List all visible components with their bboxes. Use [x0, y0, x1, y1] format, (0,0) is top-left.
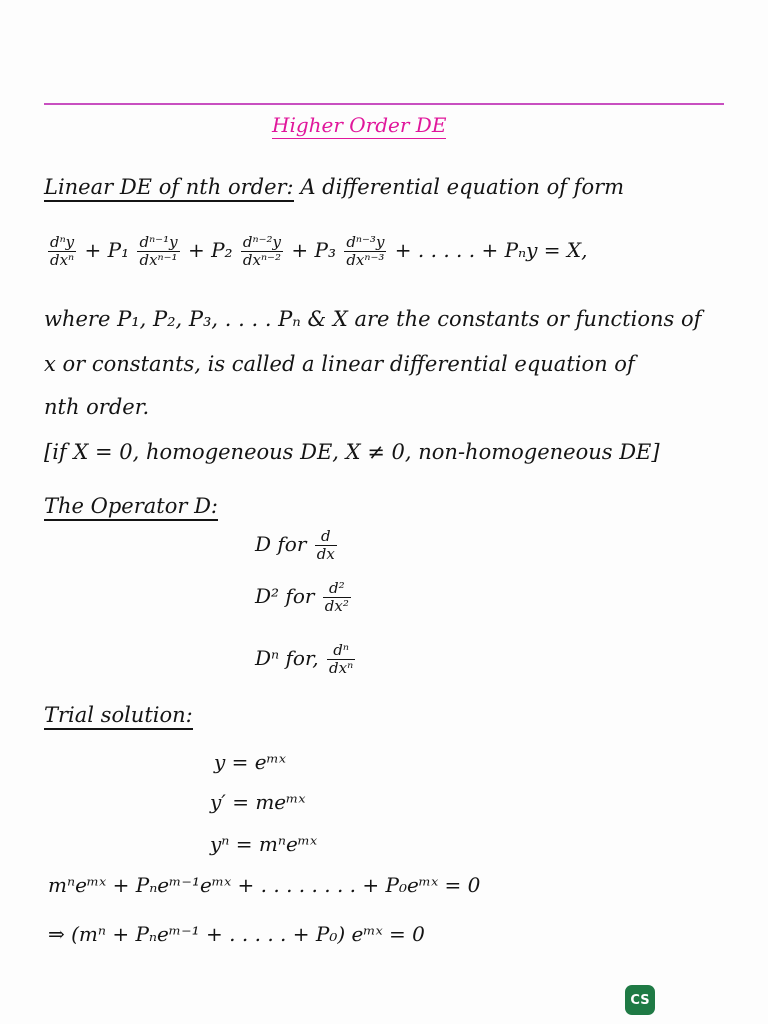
- operator-row-3-lhs: Dⁿ for,: [255, 646, 319, 670]
- operator-row-2-lhs: D² for: [255, 584, 315, 608]
- operator-row-1-fraction: [315, 528, 337, 563]
- linear-de-equation: [46, 234, 588, 269]
- operator-row-2-fraction: [323, 580, 351, 615]
- term-1-numerator: dⁿ⁻¹y: [139, 233, 178, 251]
- operator-row-1: [255, 528, 339, 563]
- trial-line-2: y′ = meᵐˣ: [210, 790, 306, 814]
- operator-row-3: [255, 642, 357, 677]
- term-1-fraction: [137, 234, 179, 269]
- operator-row-1-lhs: D for: [255, 532, 307, 556]
- term-3-denominator: dxⁿ⁻³: [346, 251, 385, 269]
- term-1-denominator: dxⁿ⁻¹: [139, 251, 178, 269]
- factored-equation: ⇒ (mⁿ + Pₙeᵐ⁻¹ + . . . . . + P₀) eᵐˣ = 0: [48, 922, 425, 946]
- term-0-denominator: dxⁿ: [50, 251, 75, 269]
- homogeneous-note: [if X = 0, homogeneous DE, X ≠ 0, non-homogeneous DE]: [44, 440, 660, 464]
- term-2-denominator: dxⁿ⁻²: [242, 251, 281, 269]
- equation-tail: + . . . . . + Pₙy = X,: [394, 238, 588, 262]
- plus-sign: +: [291, 238, 309, 262]
- operator-row-3-numerator: dⁿ: [333, 641, 349, 659]
- operator-row-2-numerator: d²: [329, 579, 345, 597]
- trial-heading: Trial solution:: [44, 703, 193, 730]
- term-0-numerator: dⁿy: [50, 233, 75, 251]
- linear-de-line: [44, 175, 624, 199]
- linear-de-heading: Linear DE of nth order:: [44, 175, 294, 202]
- where-line-1: where P₁, P₂, P₃, . . . . Pₙ & X are the constants or functions of: [44, 307, 702, 331]
- term-1-coefficient: P₁: [107, 238, 130, 262]
- trial-line-3: yⁿ = mⁿeᵐˣ: [210, 832, 318, 856]
- term-3-numerator: dⁿ⁻³y: [346, 233, 385, 251]
- operator-row-1-denominator: dx: [316, 545, 335, 563]
- trial-line-1: y = eᵐˣ: [214, 750, 286, 774]
- margin-rule: [44, 103, 724, 105]
- camscanner-logo: CS: [625, 985, 655, 1015]
- plus-sign: +: [187, 238, 205, 262]
- plus-sign: +: [84, 238, 102, 262]
- where-line-3: nth order.: [44, 395, 150, 419]
- term-2-coefficient: P₂: [211, 238, 233, 262]
- operator-row-1-numerator: d: [320, 527, 331, 545]
- operator-heading: The Operator D:: [44, 494, 218, 521]
- page-title: Higher Order DE: [272, 113, 447, 137]
- operator-row-3-denominator: dxⁿ: [329, 659, 354, 677]
- term-3-coefficient: P₃: [314, 238, 336, 262]
- operator-row-3-fraction: [327, 642, 355, 677]
- term-2-numerator: dⁿ⁻²y: [242, 233, 281, 251]
- operator-row-2: [255, 580, 353, 615]
- linear-de-intro: A differential equation of form: [300, 175, 625, 199]
- term-3-fraction: [344, 234, 386, 269]
- operator-row-2-denominator: dx²: [324, 597, 349, 615]
- characteristic-equation: mⁿeᵐˣ + Pₙeᵐ⁻¹eᵐˣ + . . . . . . . . + P₀eᵐˣ = 0: [48, 873, 481, 897]
- where-line-2: x or constants, is called a linear differential equation of: [44, 352, 635, 376]
- term-0-fraction: [48, 234, 76, 269]
- term-2-fraction: [241, 234, 283, 269]
